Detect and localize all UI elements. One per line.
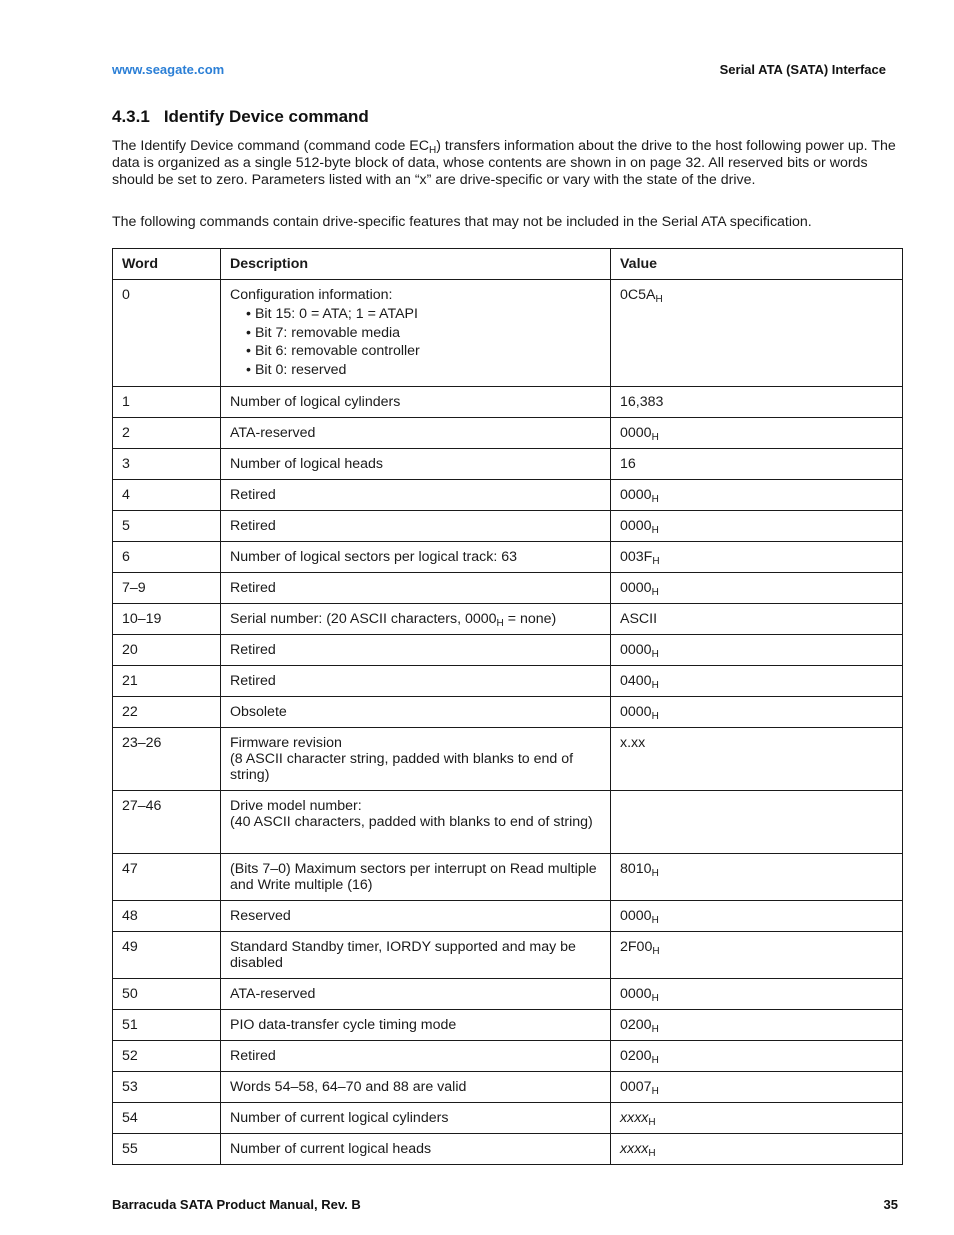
section-heading [112, 107, 369, 127]
word-cell: 49 [113, 932, 221, 979]
footer-manual-title: Barracuda SATA Product Manual, Rev. B [112, 1197, 361, 1212]
word-cell: 23–26 [113, 728, 221, 791]
table-row [113, 979, 903, 1010]
word-cell: 0 [113, 280, 221, 387]
word-cell: 2 [113, 418, 221, 449]
description-cell: Retired [221, 635, 611, 666]
description-cell: Number of current logical cylinders [221, 1103, 611, 1134]
word-cell: 48 [113, 901, 221, 932]
description-cell: Firmware revision (8 ASCII character string, padded with blanks to end of string) [221, 728, 611, 791]
description-cell: (Bits 7–0) Maximum sectors per interrupt on Read multiple and Write multiple (16) [221, 854, 611, 901]
list-item: • Bit 7: removable media [246, 324, 601, 343]
description-cell: Number of logical sectors per logical track: 63 [221, 542, 611, 573]
word-cell: 55 [113, 1134, 221, 1165]
description-cell: Retired [221, 480, 611, 511]
list-item: • Bit 0: reserved [246, 361, 601, 380]
description-cell: Standard Standby timer, IORDY supported and may be disabled [221, 932, 611, 979]
section-title-text: Identify Device command [163, 107, 369, 126]
word-cell: 54 [113, 1103, 221, 1134]
table-row [113, 449, 903, 480]
table-header-row [113, 249, 903, 280]
value-cell: 16,383 [611, 387, 903, 418]
description-cell: Retired [221, 511, 611, 542]
word-cell: 7–9 [113, 573, 221, 604]
value-cell: $0000_H$ [611, 635, 903, 666]
word-cell: 1 [113, 387, 221, 418]
word-cell: 6 [113, 542, 221, 573]
list-item: • Bit 6: removable controller [246, 342, 601, 361]
description-cell: Obsolete [221, 697, 611, 728]
description-cell: ATA-reserved [221, 979, 611, 1010]
table-row [113, 511, 903, 542]
bit-list [230, 305, 601, 379]
column-header-description: Description [221, 249, 611, 280]
value-cell: $8010_H$ [611, 854, 903, 901]
value-cell: $0000_H$ [611, 573, 903, 604]
description-cell: Retired [221, 666, 611, 697]
value-cell: x.xx [611, 728, 903, 791]
table-row [113, 604, 903, 635]
word-cell: 52 [113, 1041, 221, 1072]
table-row [113, 635, 903, 666]
table-row [113, 728, 903, 791]
value-cell: $0400_H$ [611, 666, 903, 697]
description-cell: Drive model number: (40 ASCII characters, padded with blanks to end of string) [221, 791, 611, 854]
value-cell: $0000_H$ [611, 901, 903, 932]
value-cell: $0000_H$ [611, 697, 903, 728]
table-row [113, 854, 903, 901]
table-row [113, 1041, 903, 1072]
word-cell: 4 [113, 480, 221, 511]
section-number: 4.3.1 [112, 107, 150, 126]
word-cell: 53 [113, 1072, 221, 1103]
table-row [113, 901, 903, 932]
table-row [113, 697, 903, 728]
value-cell: ASCII [611, 604, 903, 635]
table-row [113, 573, 903, 604]
description-cell: Reserved [221, 901, 611, 932]
value-cell: $2F00_H$ [611, 932, 903, 979]
value-cell: 16 [611, 449, 903, 480]
word-cell: 50 [113, 979, 221, 1010]
table-row [113, 1103, 903, 1134]
description-cell: PIO data-transfer cycle timing mode [221, 1010, 611, 1041]
value-cell: $0000_H$ [611, 979, 903, 1010]
word-cell: 3 [113, 449, 221, 480]
table-row [113, 1010, 903, 1041]
value-cell: $0200_H$ [611, 1010, 903, 1041]
commands-paragraph: The following commands contain drive-specific features that may not be included in the Serial ATA specification. [112, 214, 812, 230]
header-section-title: Serial ATA (SATA) Interface [719, 62, 886, 77]
value-cell: $0C5A_H$ [611, 280, 903, 387]
identify-device-table [112, 248, 903, 1165]
table-row [113, 1072, 903, 1103]
value-cell: $0007_H$ [611, 1072, 903, 1103]
value-cell: $0200_H$ [611, 1041, 903, 1072]
value-cell: $003F_H$ [611, 542, 903, 573]
table-row [113, 932, 903, 979]
table-row [113, 480, 903, 511]
column-header-word: Word [113, 249, 221, 280]
word-cell: 51 [113, 1010, 221, 1041]
table-row [113, 666, 903, 697]
table-row [113, 542, 903, 573]
word-cell: 10–19 [113, 604, 221, 635]
word-cell: 47 [113, 854, 221, 901]
column-header-value: Value [611, 249, 903, 280]
page-number: 35 [883, 1197, 898, 1212]
value-cell: xxxx$_H$ [611, 1103, 903, 1134]
word-cell: 21 [113, 666, 221, 697]
value-cell: xxxx$_H$ [611, 1134, 903, 1165]
description-cell: Words 54–58, 64–70 and 88 are valid [221, 1072, 611, 1103]
list-item: • Bit 15: 0 = ATA; 1 = ATAPI [246, 305, 601, 324]
description-cell: Retired [221, 1041, 611, 1072]
description-cell: ATA-reserved [221, 418, 611, 449]
description-cell: Configuration information: • Bit 15: 0 = ATA; 1 = ATAPI • Bit 7: removable media • Bit 6: removable controller • Bit 0: reserved [221, 280, 611, 387]
value-cell: $0000_H$ [611, 418, 903, 449]
intro-paragraph: The Identify Device command (command code $EC_H$) transfers information about the drive to the host following power up. The data is organized as a single 512-byte block of data, whose contents are shown in on page 32. All reserved bits or words should be set to zero. Parameters listed with an “x” are drive-specific or vary with the state of the drive. [112, 138, 896, 188]
header-website: www.seagate.com [112, 62, 225, 77]
value-cell: $0000_H$ [611, 480, 903, 511]
word-cell: 20 [113, 635, 221, 666]
table-row [113, 387, 903, 418]
description-cell: Number of current logical heads [221, 1134, 611, 1165]
table-row [113, 418, 903, 449]
word-cell: 27–46 [113, 791, 221, 854]
word-cell: 22 [113, 697, 221, 728]
description-cell: Number of logical heads [221, 449, 611, 480]
table-row [113, 791, 903, 854]
description-cell: Retired [221, 573, 611, 604]
value-cell [611, 791, 903, 854]
description-cell: Number of logical cylinders [221, 387, 611, 418]
table-row [113, 1134, 903, 1165]
table-row [113, 280, 903, 387]
description-cell: Serial number: (20 ASCII characters, $0000_H$ = none) [221, 604, 611, 635]
value-cell: $0000_H$ [611, 511, 903, 542]
word-cell: 5 [113, 511, 221, 542]
